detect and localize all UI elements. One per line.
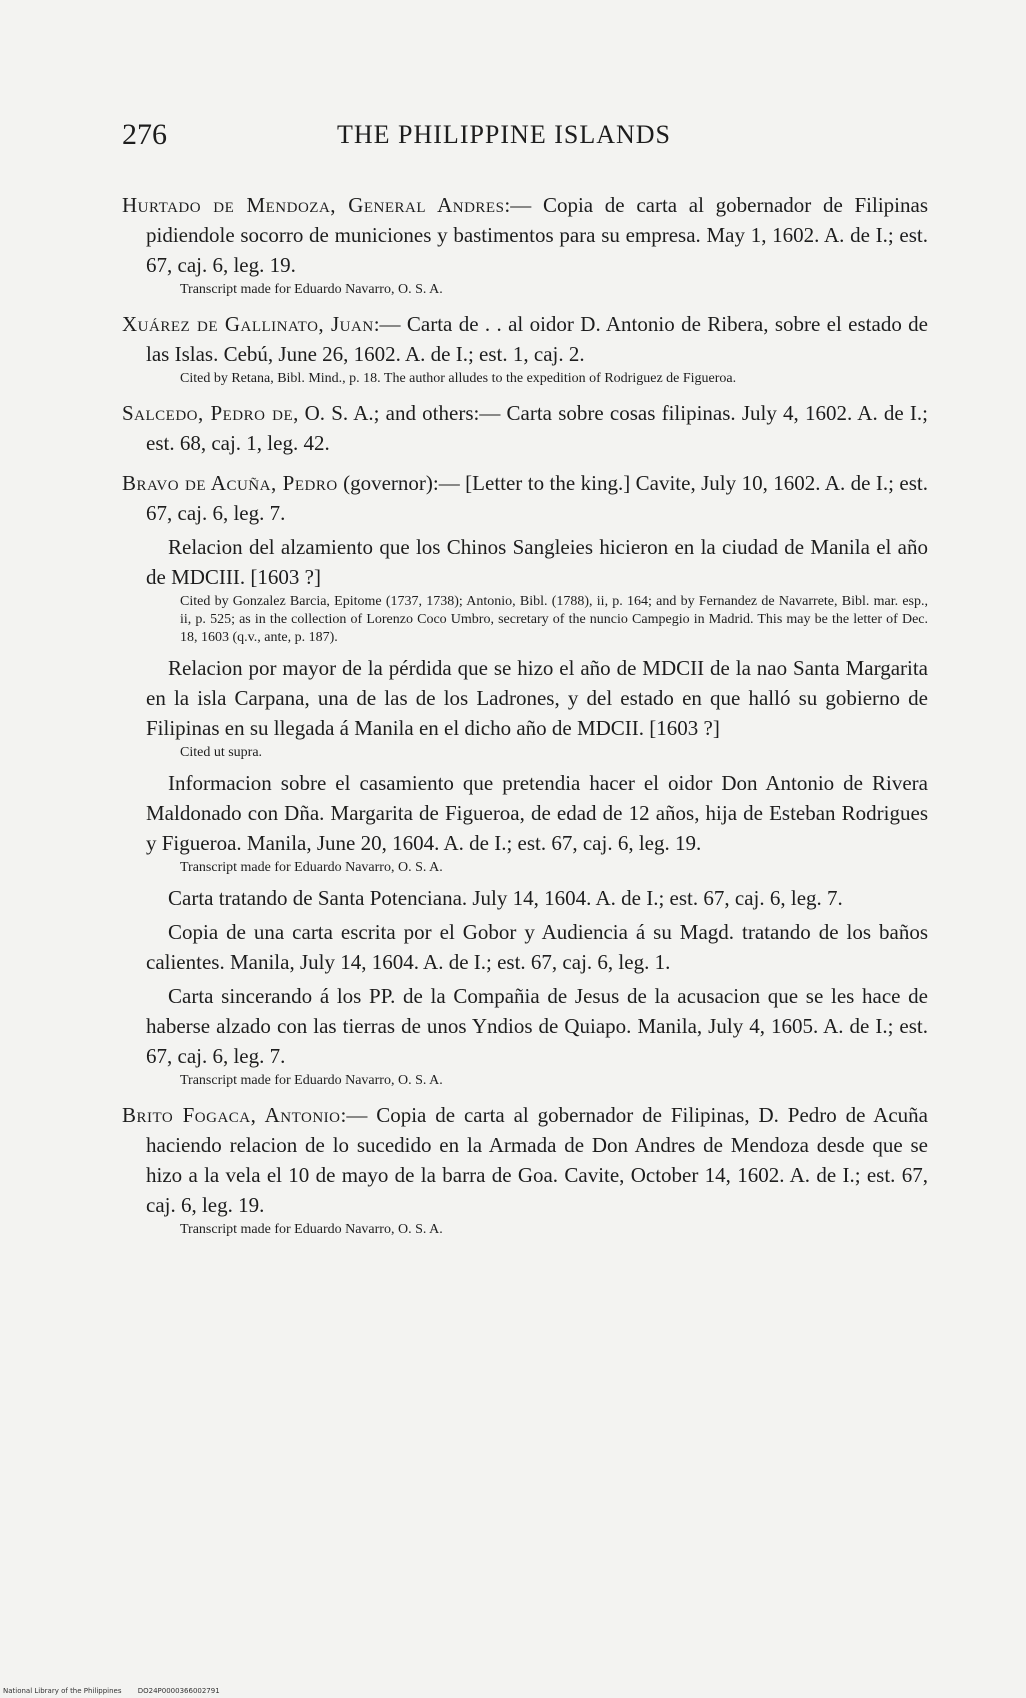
bib-entry bbox=[122, 468, 928, 528]
footer-library: National Library of the Philippines bbox=[3, 1687, 122, 1695]
entry-note: Cited by Gonzalez Barcia, Epitome (1737, 1738); Antonio, Bibl. (1788), ii, p. 164; and by Fernandez de Navarrete, Bibl. mar. esp., ii, p. 525; as in the collection of Lorenzo Coco Umbro, secretary of the nuncio Campegio in Madrid. This may be the letter of Dec. 18, 1603 (q.v., ante, p. 187). bbox=[180, 594, 928, 645]
bib-entry bbox=[122, 309, 928, 369]
entry-text: :— Copia de carta al gobernador de Filipinas, D. Pedro de Acuña haciendo relacion de lo sucedido en la Armada de Don Andres de Mendoza desde que se hizo a la vela el 10 de mayo de la barra de Goa. Cavite, October 14, 1602. A. de I.; est. 67, caj. 6, leg. 19. bbox=[146, 1103, 928, 1217]
entry-author: Xuárez de Gallinato, Juan bbox=[122, 312, 374, 336]
page-number: 276 bbox=[122, 118, 167, 151]
entry-note: Cited ut supra. bbox=[180, 745, 263, 760]
bib-sub-entry: Relacion del alzamiento que los Chinos Sangleies hicieron en la ciudad de Manila el año de MDCIII. [1603 ?] bbox=[146, 535, 928, 589]
bib-entry bbox=[122, 190, 928, 280]
entry-text: (governor):— [Letter to the king.] Cavite, July 10, 1602. A. de I.; est. 67, caj. 6, leg. 7. bbox=[146, 471, 928, 525]
bib-sub-entry: Carta sincerando á los PP. de la Compañia de Jesus de la acusacion que se les hace de haberse alzado con las tierras de unos Yndios de Quiapo. Manila, July 4, 1605. A. de I.; est. 67, caj. 6, leg. 7. bbox=[146, 984, 928, 1068]
entry-text: :— Copia de carta al gobernador de Filipinas pidiendole socorro de municiones y bastimentos para su empresa. May 1, 1602. A. de I.; est. 67, caj. 6, leg. 19. bbox=[146, 193, 928, 277]
bib-sub-entry: Carta tratando de Santa Potenciana. July 14, 1604. A. de I.; est. 67, caj. 6, leg. 7. bbox=[168, 886, 843, 910]
bib-sub-entry: Relacion por mayor de la pérdida que se hizo el año de MDCII de la nao Santa Margarita en la isla Carpana, una de las de los Ladrones, y del estado en que halló su gobierno de Filipinas en su llegada á Manila en el dicho año de MDCII. [1603 ?] bbox=[146, 656, 928, 740]
entry-text: , O. S. A.; and others:— Carta sobre cosas filipinas. July 4, 1602. A. de I.; est. 68, caj. 1, leg. 42. bbox=[146, 401, 928, 455]
entry-note: Transcript made for Eduardo Navarro, O. S. A. bbox=[180, 860, 443, 875]
entry-note: Transcript made for Eduardo Navarro, O. S. A. bbox=[180, 282, 443, 297]
bib-sub-entry: Copia de una carta escrita por el Gobor y Audiencia á su Magd. tratando de los baños calientes. Manila, July 14, 1604. A. de I.; est. 67, caj. 6, leg. 1. bbox=[146, 920, 928, 974]
entry-note: Cited by Retana, Bibl. Mind., p. 18. The author alludes to the expedition of Rodriguez de Figueroa. bbox=[180, 371, 737, 386]
running-title: THE PHILIPPINE ISLANDS bbox=[337, 120, 671, 149]
entry-author: Salcedo, Pedro de bbox=[122, 401, 294, 425]
entry-author: Hurtado de Mendoza, General Andres bbox=[122, 193, 505, 217]
entry-note: Transcript made for Eduardo Navarro, O. S. A. bbox=[180, 1222, 443, 1237]
page-header bbox=[122, 118, 942, 158]
bibliography-body bbox=[122, 180, 928, 1245]
entry-author: Brito Fogaca, Antonio bbox=[122, 1103, 341, 1127]
entry-note: Transcript made for Eduardo Navarro, O. S. A. bbox=[180, 1073, 443, 1088]
bib-entry bbox=[122, 398, 928, 458]
bib-sub-entry: Informacion sobre el casamiento que pretendia hacer el oidor Don Antonio de Rivera Maldonado con Dña. Margarita de Figueroa, de edad de 12 años, hija de Esteban Rodrigues y Figueroa. Manila, June 20, 1604. A. de I.; est. 67, caj. 6, leg. 19. bbox=[146, 771, 928, 855]
entry-author: Bravo de Acuña, Pedro bbox=[122, 471, 338, 495]
bib-entry bbox=[122, 1100, 928, 1220]
footer-id: DO24P0000366002791 bbox=[137, 1687, 220, 1695]
scan-footer bbox=[3, 1687, 234, 1695]
entry-text: :— Carta de . . al oidor D. Antonio de Ribera, sobre el estado de las Islas. Cebú, June 26, 1602. A. de I.; est. 1, caj. 2. bbox=[146, 312, 928, 366]
